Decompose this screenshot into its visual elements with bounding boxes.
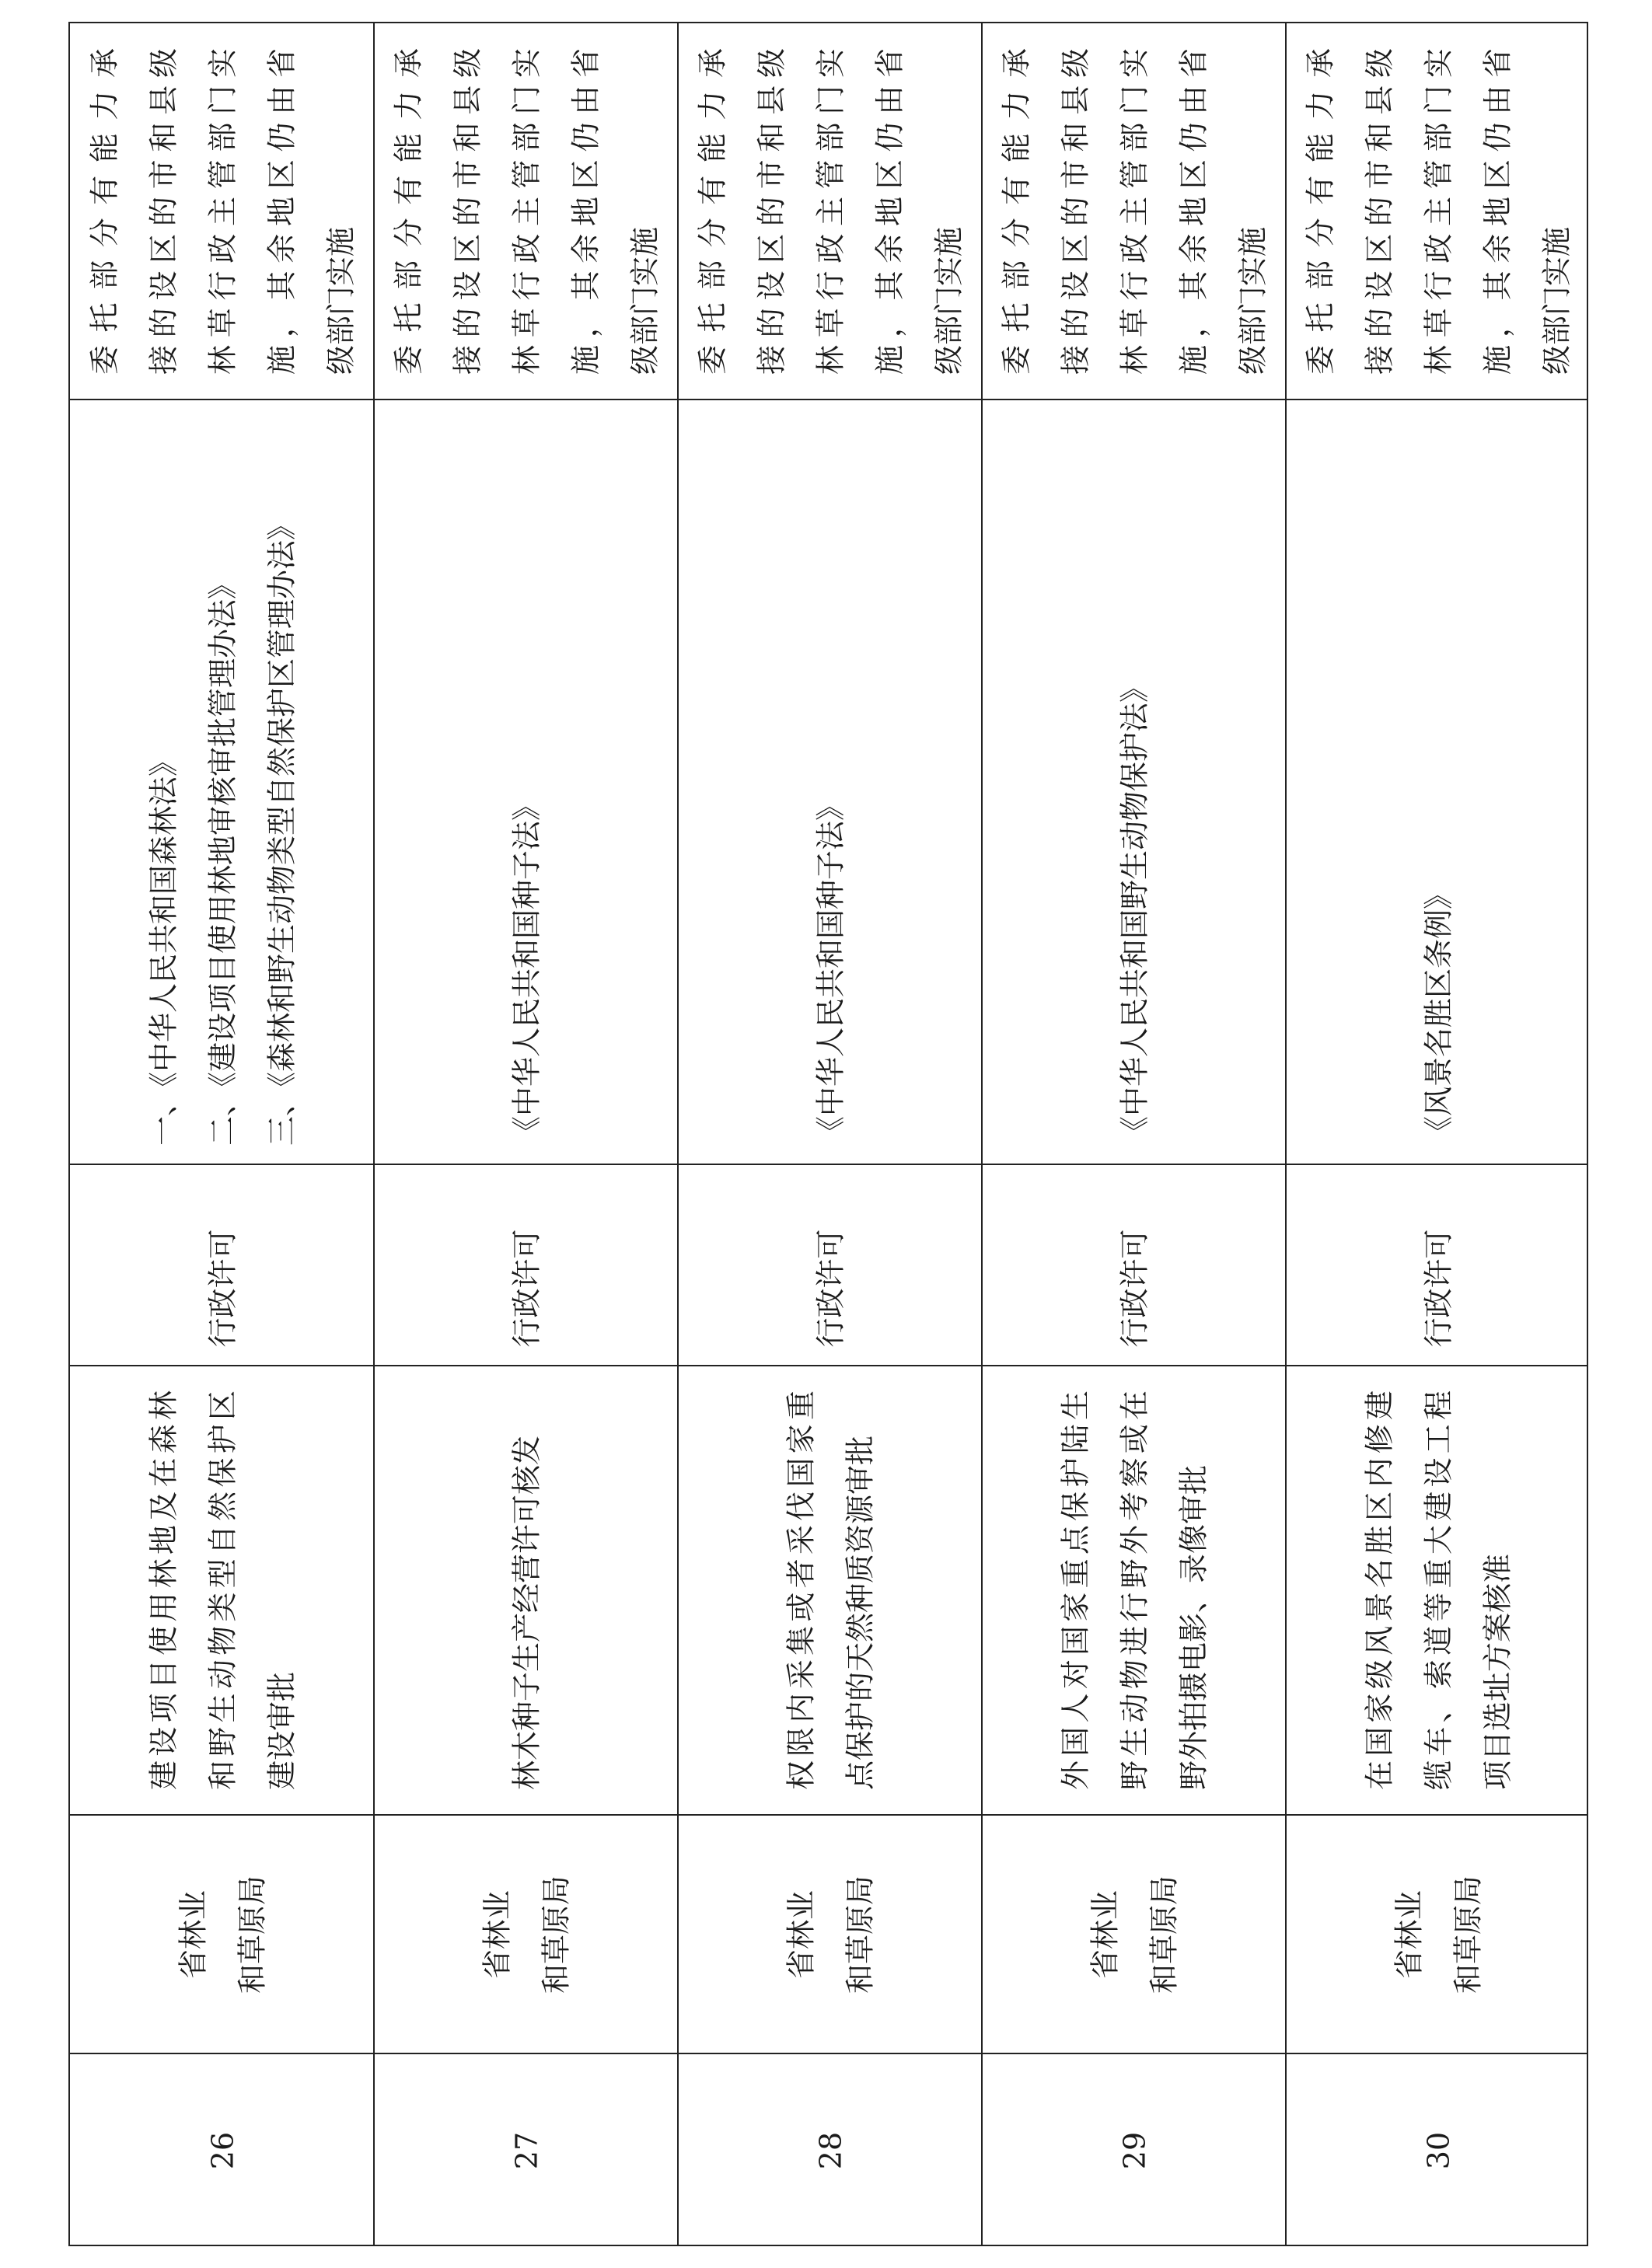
cell-basis [678, 400, 982, 1164]
method-text: 级部门实施 [627, 226, 662, 375]
basis-text: 《中华人民共和国野生动物保护法》 [1116, 672, 1151, 1146]
agency-text: 省林业 [783, 1889, 818, 1979]
agency-text: 和草原局 [842, 1875, 877, 1994]
cell-agency [1286, 1815, 1590, 2053]
item-text: 和野生动物类型自然保护区 [204, 1390, 239, 1790]
method-text: 施，其余地区仍由省 [264, 48, 299, 375]
method-text: 接的设区的市和县级 [449, 48, 484, 375]
category-text: 行政许可 [204, 1228, 239, 1347]
cell-agency [374, 1815, 678, 2053]
method-text: 林草行政主管部门实 [508, 48, 543, 375]
method-text: 林草行政主管部门实 [204, 48, 239, 375]
number-text: 28 [812, 2131, 847, 2170]
basis-text: 《中华人民共和国种子法》 [508, 790, 543, 1146]
agency-text: 省林业 [479, 1889, 514, 1979]
cell-item [70, 1366, 374, 1815]
basis-text: 三、《森林和野生动物类型自然保护区管理办法》 [264, 510, 299, 1146]
method-text: 接的设区的市和县级 [1057, 48, 1092, 375]
cell-method [70, 23, 374, 400]
agency-text: 和草原局 [1450, 1875, 1485, 1994]
method-text: 委托部分有能力承 [390, 48, 425, 375]
cell-method [1286, 23, 1590, 400]
agency-text: 省林业 [1087, 1889, 1122, 1979]
cell-basis [374, 400, 678, 1164]
item-text: 建设项目使用林地及在森林 [145, 1390, 180, 1790]
item-text: 项目选址方案核准 [1479, 1553, 1514, 1790]
cell-number [678, 2053, 982, 2248]
cell-category [1286, 1164, 1590, 1366]
item-text: 野生动物进行野外考察或在 [1116, 1390, 1151, 1790]
cell-item [678, 1366, 982, 1815]
method-text: 接的设区的市和县级 [1361, 48, 1396, 375]
method-text: 委托部分有能力承 [86, 48, 121, 375]
agency-text: 和草原局 [1146, 1875, 1181, 1994]
method-text: 接的设区的市和县级 [145, 48, 180, 375]
method-text: 施，其余地区仍由省 [568, 48, 602, 375]
category-text: 行政许可 [812, 1228, 847, 1347]
cell-number [374, 2053, 678, 2248]
item-text: 建设审批 [264, 1671, 299, 1790]
cell-agency [70, 1815, 374, 2053]
cell-basis [1286, 400, 1590, 1164]
basis-text: 二、《建设项目使用林地审核审批管理办法》 [204, 569, 239, 1146]
item-text: 外国人对国家重点保护陆生 [1057, 1390, 1092, 1790]
cell-number [982, 2053, 1286, 2248]
method-text: 委托部分有能力承 [1302, 48, 1337, 375]
method-text: 施，其余地区仍由省 [1175, 48, 1210, 375]
method-text: 林草行政主管部门实 [812, 48, 847, 375]
item-text: 点保护的天然种质资源审批 [842, 1435, 877, 1790]
category-text: 行政许可 [508, 1228, 543, 1347]
cell-category [70, 1164, 374, 1366]
method-text: 接的设区的市和县级 [753, 48, 788, 375]
cell-category [374, 1164, 678, 1366]
cell-item [374, 1366, 678, 1815]
cell-method [374, 23, 678, 400]
method-text: 委托部分有能力承 [998, 48, 1033, 375]
cell-basis [982, 400, 1286, 1164]
method-text: 委托部分有能力承 [694, 48, 729, 375]
cell-item [982, 1366, 1286, 1815]
method-text: 级部门实施 [1538, 226, 1573, 375]
agency-text: 和草原局 [538, 1875, 573, 1994]
category-text: 行政许可 [1420, 1228, 1455, 1347]
agency-text: 和草原局 [234, 1875, 269, 1994]
number-text: 30 [1420, 2131, 1455, 2170]
number-text: 26 [204, 2131, 239, 2170]
item-text: 缆车、索道等重大建设工程 [1420, 1390, 1455, 1790]
method-text: 级部门实施 [323, 226, 358, 375]
method-text: 级部门实施 [1235, 226, 1270, 375]
agency-text: 省林业 [1391, 1889, 1426, 1979]
number-text: 27 [508, 2131, 543, 2170]
permit-table [68, 22, 1588, 2246]
cell-basis [70, 400, 374, 1164]
cell-number [70, 2053, 374, 2248]
item-text: 权限内采集或者采伐国家重 [783, 1390, 818, 1790]
cell-number [1286, 2053, 1590, 2248]
item-text: 在国家级风景名胜区内修建 [1361, 1390, 1396, 1790]
cell-method [982, 23, 1286, 400]
number-text: 29 [1116, 2131, 1151, 2170]
method-text: 施，其余地区仍由省 [1479, 48, 1514, 375]
cell-method [678, 23, 982, 400]
item-text: 林木种子生产经营许可核发 [508, 1435, 543, 1790]
method-text: 林草行政主管部门实 [1116, 48, 1151, 375]
basis-text: 《风景名胜区条例》 [1420, 879, 1455, 1146]
cell-agency [678, 1815, 982, 2053]
cell-item [1286, 1366, 1590, 1815]
method-text: 施，其余地区仍由省 [871, 48, 906, 375]
basis-text: 《中华人民共和国种子法》 [812, 790, 847, 1146]
method-text: 级部门实施 [931, 226, 966, 375]
basis-text: 一、《中华人民共和国森林法》 [145, 746, 180, 1146]
agency-text: 省林业 [175, 1889, 210, 1979]
cell-category [982, 1164, 1286, 1366]
cell-category [678, 1164, 982, 1366]
item-text: 野外拍摄电影、录像审批 [1175, 1464, 1210, 1790]
method-text: 林草行政主管部门实 [1420, 48, 1455, 375]
category-text: 行政许可 [1116, 1228, 1151, 1347]
cell-agency [982, 1815, 1286, 2053]
